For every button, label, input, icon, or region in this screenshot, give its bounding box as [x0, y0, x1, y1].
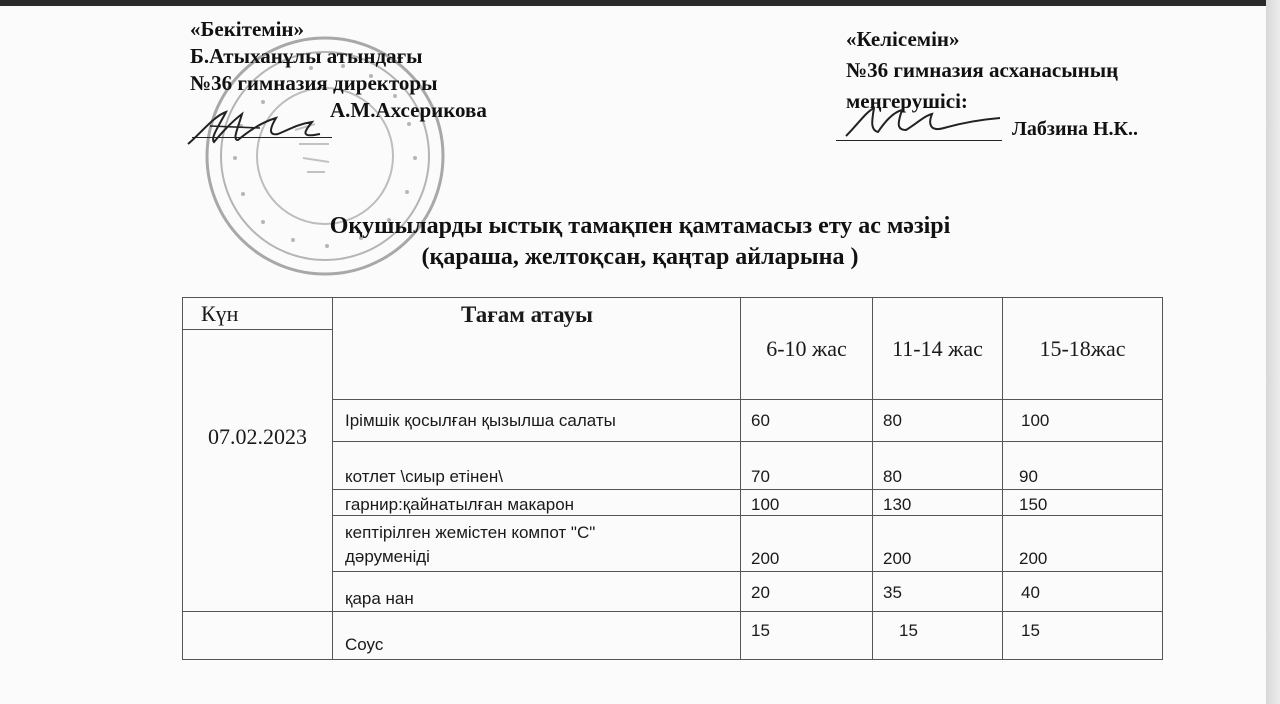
manager-signature [840, 102, 1010, 146]
approval-left-line2: №36 гимназия директоры [190, 71, 438, 95]
dish-name: Соус [333, 612, 741, 660]
menu-subtitle: (қараша, желтоқсан, қаңтар айларына ) [421, 244, 859, 270]
portion-6-10: 15 [741, 612, 873, 660]
portion-6-10: 200 [741, 516, 873, 572]
portion-6-10: 100 [741, 490, 873, 516]
header-food-name: Тағам атауы [333, 298, 741, 400]
page-edge-shadow [1266, 0, 1280, 704]
header-age-11-14: 11-14 жас [873, 298, 1003, 400]
portion-11-14: 80 [873, 442, 1003, 490]
header-age-6-10: 6-10 жас [741, 298, 873, 400]
empty-day-cell [183, 612, 333, 660]
portion-11-14: 15 [873, 612, 1003, 660]
portion-11-14: 80 [873, 400, 1003, 442]
approval-left-line1: Б.Атыханұлы атындағы [190, 44, 423, 68]
portion-15-18: 40 [1003, 572, 1163, 612]
portion-6-10: 20 [741, 572, 873, 612]
approval-right-heading: «Келісемін» [846, 27, 960, 51]
table-row [183, 612, 1163, 660]
dish-name-line1: кептірілген жемістен компот "С" [345, 523, 596, 542]
header-age-15-18: 15-18жас [1003, 298, 1163, 400]
portion-15-18: 15 [1003, 612, 1163, 660]
dish-name [333, 516, 741, 572]
portion-11-14: 200 [873, 516, 1003, 572]
approval-left-heading: «Бекітемін» [190, 17, 305, 41]
portion-15-18: 90 [1003, 442, 1163, 490]
dish-name: котлет \сиыр етінен\ [333, 442, 741, 490]
menu-table [182, 297, 1163, 660]
dish-name: қара нан [333, 572, 741, 612]
portion-6-10: 70 [741, 442, 873, 490]
date-cell: 07.02.2023 [183, 330, 333, 612]
portion-15-18: 200 [1003, 516, 1163, 572]
portion-15-18: 100 [1003, 400, 1163, 442]
dish-name-line2: дәруменіді [345, 547, 430, 566]
approval-right-name: Лабзина Н.К.. [1012, 118, 1139, 140]
dish-name: Ірімшік қосылған қызылша салаты [333, 400, 741, 442]
approval-left-name: А.М.Ахсерикова [330, 98, 487, 122]
menu-title: Оқушыларды ыстық тамақпен қамтамасыз ету ас мәзірі [329, 213, 951, 239]
portion-15-18: 150 [1003, 490, 1163, 516]
header-day: Күн [183, 298, 333, 330]
portion-6-10: 60 [741, 400, 873, 442]
director-signature [180, 104, 340, 154]
portion-11-14: 35 [873, 572, 1003, 612]
approval-right-line1: №36 гимназия асханасының [846, 58, 1119, 82]
table-header-row [183, 298, 1163, 330]
approval-right-line2: меңгерушісі: [846, 89, 968, 113]
portion-11-14: 130 [873, 490, 1003, 516]
dish-name: гарнир:қайнатылған макарон [333, 490, 741, 516]
